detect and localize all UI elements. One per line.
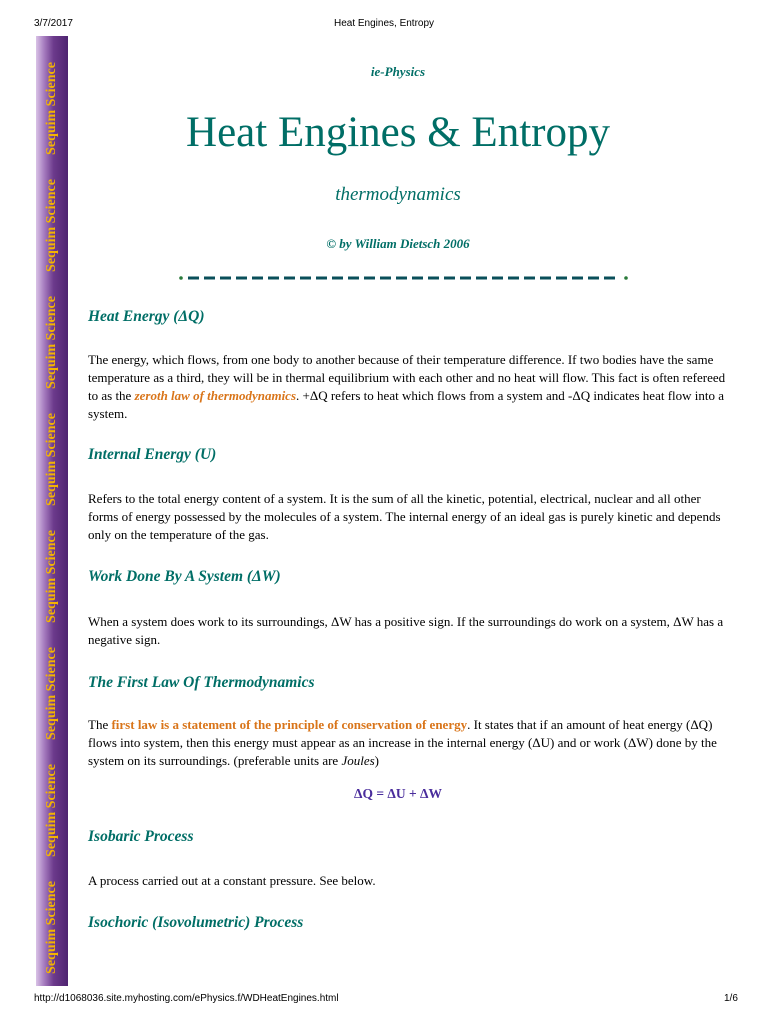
heading-work-done: Work Done By A System (ΔW) bbox=[88, 568, 281, 585]
para-first-law bbox=[88, 716, 728, 770]
para-first-law-text-mid: . It states that if an amount of heat energy (ΔQ) flows into system, then this energy must appear as an increase in the internal energy (ΔU) and or work (ΔW) done by the system on its surroundings. (preferable units are bbox=[88, 717, 717, 768]
para-heat-energy bbox=[88, 351, 728, 423]
sidebar-label: Sequim Science bbox=[44, 764, 59, 858]
para-isobaric: A process carried out at a constant pressure. See below. bbox=[88, 873, 376, 888]
units-joules: Joules bbox=[341, 753, 375, 768]
print-date: 3/7/2017 bbox=[34, 18, 73, 29]
author-byline: © by William Dietsch 2006 bbox=[326, 236, 470, 251]
para-first-law-text: The bbox=[88, 717, 112, 732]
sidebar-label: Sequim Science bbox=[44, 647, 59, 741]
para-first-law-text-end: ) bbox=[374, 753, 380, 768]
heading-isobaric: Isobaric Process bbox=[88, 828, 194, 845]
page-title: Heat Engines & Entropy bbox=[186, 109, 610, 156]
heading-first-law: The First Law Of Thermodynamics bbox=[88, 674, 315, 691]
link-zeroth-law[interactable]: zeroth law of thermodynamics bbox=[134, 388, 297, 403]
print-footer bbox=[0, 990, 768, 1006]
first-law-equation: ΔQ = ΔU + ΔW bbox=[353, 786, 443, 801]
heading-isochoric: Isochoric (Isovolumetric) Process bbox=[88, 914, 304, 931]
para-internal-energy: Refers to the total energy content of a system. It is the sum of all the kinetic, potential, electrical, nuclear and all other forms of energy possessed by the molecules of a system. The internal energy of an ideal gas is purely kinetic and depends only on the temperature of the gas. bbox=[88, 491, 721, 542]
sidebar-label: Sequim Science bbox=[44, 179, 59, 273]
sidebar-label-strip bbox=[44, 36, 60, 986]
print-header bbox=[0, 14, 768, 30]
print-title: Heat Engines, Entropy bbox=[333, 18, 435, 29]
heading-heat-energy: Heat Energy (ΔQ) bbox=[88, 308, 205, 325]
heading-internal-energy: Internal Energy (U) bbox=[88, 446, 217, 463]
page-subtitle: thermodynamics bbox=[335, 184, 461, 205]
para-heat-energy-text: The energy, which flows, from one body to another because of their temperature difference. If two bodies have the same temperature as a third, they will be in thermal equilibrium with each other and no heat will flow. This fact is often refereed to as the bbox=[88, 352, 726, 403]
sequim-science-sidebar bbox=[36, 36, 68, 986]
para-work-done: When a system does work to its surroundings, ΔW has a positive sign. If the surroundings do work on a system, ΔW has a negative sign. bbox=[88, 614, 724, 647]
decorative-divider bbox=[178, 272, 630, 284]
link-first-law[interactable]: first law is a statement of the principle of conservation of energy bbox=[111, 717, 468, 732]
sidebar-label: Sequim Science bbox=[44, 62, 59, 156]
para-heat-energy-text-end: . +ΔQ refers to heat which flows from a system and -ΔQ indicates heat flow into a system. bbox=[88, 388, 725, 421]
sidebar-label: Sequim Science bbox=[44, 530, 59, 624]
sidebar-label: Sequim Science bbox=[44, 881, 59, 974]
sidebar-label: Sequim Science bbox=[44, 296, 59, 390]
page-number: 1/6 bbox=[724, 993, 738, 1004]
site-brand[interactable]: ie-Physics bbox=[370, 64, 426, 79]
page-url: http://d1068036.site.myhosting.com/ePhysics.f/WDHeatEngines.html bbox=[34, 993, 339, 1004]
sidebar-label: Sequim Science bbox=[44, 413, 59, 507]
